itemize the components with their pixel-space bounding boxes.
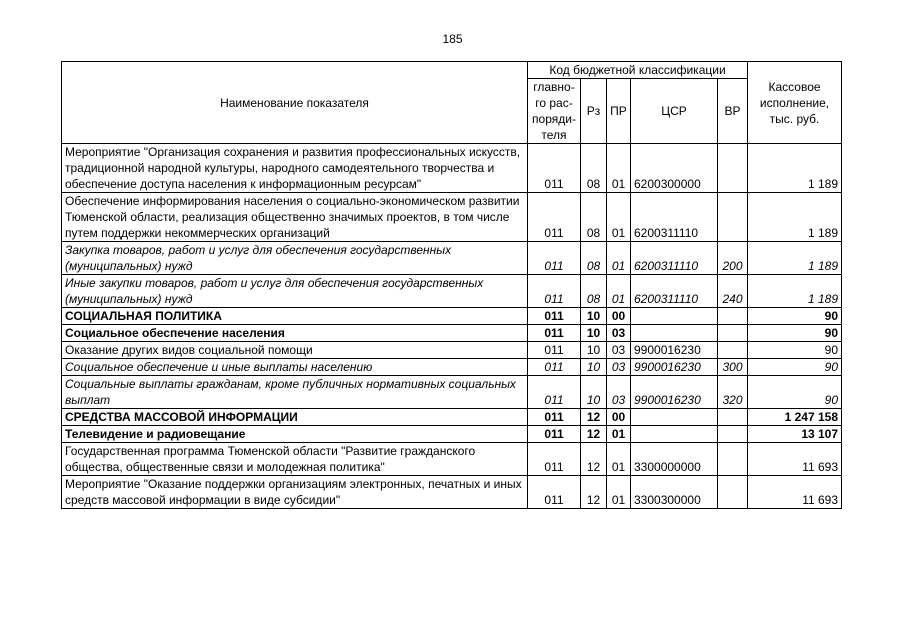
row-name: СРЕДСТВА МАССОВОЙ ИНФОРМАЦИИ (62, 409, 528, 426)
row-vr (718, 426, 748, 443)
row-csr: 6200311110 (631, 275, 718, 308)
table-row (62, 325, 842, 342)
row-sum: 90 (748, 342, 842, 359)
table-row (62, 144, 842, 193)
row-pr: 03 (607, 359, 631, 376)
row-csr: 9900016230 (631, 376, 718, 409)
header-vr: ВР (718, 79, 748, 144)
table-row (62, 443, 842, 476)
row-vr (718, 443, 748, 476)
row-pr: 01 (607, 443, 631, 476)
row-vr (718, 342, 748, 359)
row-vr: 320 (718, 376, 748, 409)
row-name: СОЦИАЛЬНАЯ ПОЛИТИКА (62, 308, 528, 325)
row-pr: 01 (607, 193, 631, 242)
table-row (62, 359, 842, 376)
row-rz: 10 (581, 325, 607, 342)
row-pr: 01 (607, 275, 631, 308)
row-glavn: 011 (528, 376, 581, 409)
table-row (62, 275, 842, 308)
row-sum: 1 189 (748, 242, 842, 275)
row-glavn: 011 (528, 426, 581, 443)
row-glavn: 011 (528, 476, 581, 509)
row-vr (718, 144, 748, 193)
row-pr: 01 (607, 144, 631, 193)
row-sum: 11 693 (748, 476, 842, 509)
row-name: Социальные выплаты гражданам, кроме публичных нормативных социальных выплат (62, 376, 528, 409)
row-rz: 12 (581, 409, 607, 426)
row-sum: 90 (748, 325, 842, 342)
row-pr: 01 (607, 476, 631, 509)
row-sum: 1 189 (748, 193, 842, 242)
row-rz: 10 (581, 376, 607, 409)
budget-table (61, 61, 842, 509)
row-rz: 08 (581, 144, 607, 193)
table-row (62, 342, 842, 359)
row-rz: 12 (581, 443, 607, 476)
table-row (62, 409, 842, 426)
row-pr: 03 (607, 325, 631, 342)
row-sum: 90 (748, 359, 842, 376)
row-name: Социальное обеспечение населения (62, 325, 528, 342)
row-pr: 03 (607, 342, 631, 359)
row-rz: 12 (581, 426, 607, 443)
row-sum: 11 693 (748, 443, 842, 476)
row-pr: 01 (607, 426, 631, 443)
row-csr (631, 409, 718, 426)
row-glavn: 011 (528, 144, 581, 193)
header-name: Наименование показателя (62, 62, 528, 144)
table-row (62, 426, 842, 443)
row-csr: 9900016230 (631, 359, 718, 376)
row-name: Телевидение и радиовещание (62, 426, 528, 443)
header-code-group: Код бюджетной классификации (528, 62, 748, 79)
row-csr: 6200311110 (631, 242, 718, 275)
row-csr (631, 308, 718, 325)
row-pr: 01 (607, 242, 631, 275)
row-glavn: 011 (528, 409, 581, 426)
row-glavn: 011 (528, 325, 581, 342)
row-name: Закупка товаров, работ и услуг для обеспечения государственных (муниципальных) нужд (62, 242, 528, 275)
row-vr (718, 193, 748, 242)
row-rz: 08 (581, 193, 607, 242)
row-glavn: 011 (528, 443, 581, 476)
row-sum: 90 (748, 308, 842, 325)
row-name: Социальное обеспечение и иные выплаты населению (62, 359, 528, 376)
row-glavn: 011 (528, 275, 581, 308)
row-rz: 08 (581, 242, 607, 275)
table-row (62, 476, 842, 509)
row-sum: 90 (748, 376, 842, 409)
row-rz: 10 (581, 308, 607, 325)
row-vr (718, 476, 748, 509)
row-glavn: 011 (528, 193, 581, 242)
table-row (62, 376, 842, 409)
header-csr: ЦСР (631, 79, 718, 144)
row-name: Мероприятие "Организация сохранения и развития профессиональных искусств, традиционной народной культуры, народного самодеятельного творчества и обеспечение доступа населения к информационным ресурсам" (62, 144, 528, 193)
row-sum: 1 189 (748, 144, 842, 193)
row-pr: 00 (607, 409, 631, 426)
row-pr: 03 (607, 376, 631, 409)
row-csr (631, 426, 718, 443)
row-rz: 12 (581, 476, 607, 509)
row-sum: 1 189 (748, 275, 842, 308)
row-pr: 00 (607, 308, 631, 325)
row-vr: 240 (718, 275, 748, 308)
row-csr: 3300300000 (631, 476, 718, 509)
row-csr: 6200311110 (631, 193, 718, 242)
table-row (62, 193, 842, 242)
row-glavn: 011 (528, 342, 581, 359)
row-vr: 300 (718, 359, 748, 376)
row-name: Иные закупки товаров, работ и услуг для обеспечения государственных (муниципальных) нужд (62, 275, 528, 308)
row-vr: 200 (718, 242, 748, 275)
row-csr: 6200300000 (631, 144, 718, 193)
row-glavn: 011 (528, 242, 581, 275)
row-glavn: 011 (528, 359, 581, 376)
row-glavn: 011 (528, 308, 581, 325)
row-csr (631, 325, 718, 342)
row-vr (718, 409, 748, 426)
row-sum: 13 107 (748, 426, 842, 443)
row-rz: 08 (581, 275, 607, 308)
row-name: Обеспечение информирования населения о социально-экономическом развитии Тюменской области, реализация общественно значимых проектов, в том числе путем поддержки некоммерческих организаций (62, 193, 528, 242)
row-sum: 1 247 158 (748, 409, 842, 426)
row-name: Государственная программа Тюменской области "Развитие гражданского общества, общественные связи и молодежная политика" (62, 443, 528, 476)
row-name: Мероприятие "Оказание поддержки организациям электронных, печатных и иных средств массовой информации в виде субсидии" (62, 476, 528, 509)
row-vr (718, 325, 748, 342)
header-pr: ПР (607, 79, 631, 144)
header-glavn: главно-го рас-поряди-теля (528, 79, 581, 144)
row-rz: 10 (581, 342, 607, 359)
table-body (62, 144, 842, 509)
row-name: Оказание других видов социальной помощи (62, 342, 528, 359)
row-rz: 10 (581, 359, 607, 376)
header-rz: Рз (581, 79, 607, 144)
table-row (62, 242, 842, 275)
page-number: 185 (442, 32, 463, 46)
row-vr (718, 308, 748, 325)
header-sum: Кассовое исполнение, тыс. руб. (748, 62, 842, 144)
table-row (62, 308, 842, 325)
row-csr: 9900016230 (631, 342, 718, 359)
row-csr: 3300000000 (631, 443, 718, 476)
